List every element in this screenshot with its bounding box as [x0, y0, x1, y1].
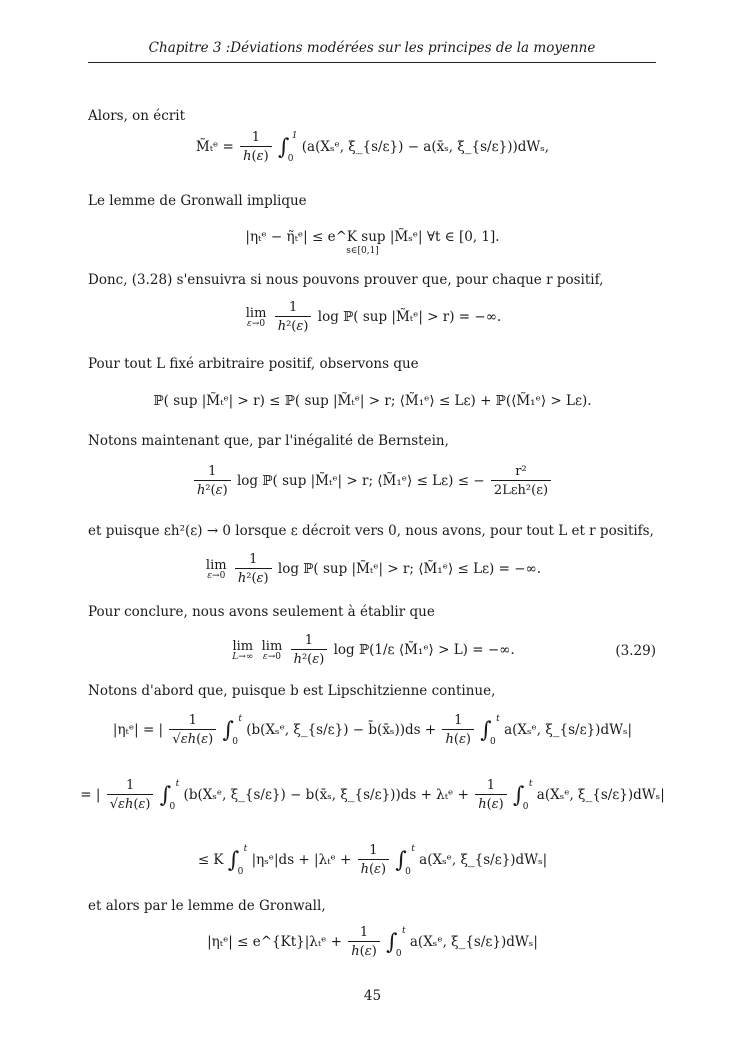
eq9-fraction: $\frac{1}{√\varepsilon h(\varepsilon)}$	[107, 778, 154, 812]
integral-sign: ∫ t 0	[222, 713, 242, 747]
eq5-rhs-fraction: $\frac{\text{r²}}{\text{2Lεh²(ε)}}$	[491, 464, 551, 498]
eq8-fraction-2: $\frac{1}{h(\varepsilon)}$	[442, 713, 474, 747]
eq5-fraction: $\frac{1}{\text{h²(ε)}}$	[194, 464, 231, 498]
header-rule	[88, 62, 656, 63]
equation-6	[0, 552, 745, 586]
eq9-lhs: = |	[80, 787, 101, 803]
eq11-fraction: $\frac{1}{h(\varepsilon)}$	[348, 925, 380, 959]
lim-operator: lim ε→0	[245, 305, 267, 329]
eq9-b: a(Xₛᵉ, ξ_{s/ε})dWₛ|	[536, 787, 665, 803]
paragraph-5: Notons maintenant que, par l'inégalité de Bernstein,	[88, 433, 449, 449]
eq9-fraction-2: $\frac{1}{h(\varepsilon)}$	[475, 778, 507, 812]
eq2-text: |ηₜᵉ − η̃ₜᵉ| ≤ e^K sup |M̃ₛᵉ| ∀t ∈ [0, 1].	[245, 228, 500, 245]
eq8-fraction: $\frac{1}{√\varepsilon h(\varepsilon)}$	[169, 713, 216, 747]
integral-sign: ∫ t 0	[386, 925, 406, 959]
paragraph-1: Alors, on écrit	[88, 108, 186, 124]
lim-operator: lim ε→0	[205, 557, 227, 581]
equation-2	[0, 228, 745, 256]
paragraph-6: et puisque εh²(ε) → 0 lorsque ε décroit vers 0, nous avons, pour tout L et r positifs,	[88, 523, 654, 539]
eq11-lhs: |ηₜᵉ| ≤ e^{Kt}|λₜᵉ +	[207, 934, 342, 950]
integral-sign: ∫ t 0	[227, 843, 248, 877]
eq2-sub: s∈[0,1]	[346, 245, 379, 256]
lim-operator: lim ε→0	[261, 638, 283, 662]
equation-8	[0, 713, 745, 747]
eq4-text: ℙ( sup |M̃ₜᵉ| > r) ≤ ℙ( sup |M̃ₜᵉ| > r; ⟨M̃₁ᵉ⟩ ≤ Lε) + ℙ(⟨M̃₁ᵉ⟩ > Lε).	[153, 392, 592, 409]
eq10-a: |ηₛᵉ|ds + |λₜᵉ +	[251, 852, 352, 868]
eq8-a: (b(Xₛᵉ, ξ_{s/ε}) − b̄(x̄ₛ))ds +	[246, 722, 437, 738]
paragraph-9: et alors par le lemme de Gronwall,	[88, 898, 326, 914]
eq7-text: log ℙ(1/ε ⟨M̃₁ᵉ⟩ > L) = −∞.	[333, 642, 515, 658]
eq11-b: a(Xₛᵉ, ξ_{s/ε})dWₛ|	[409, 934, 538, 950]
eq3-text: log ℙ( sup |M̃ₜᵉ| > r) = −∞.	[317, 309, 502, 325]
eq10-fraction: $\frac{1}{h(\varepsilon)}$	[358, 843, 390, 877]
lim-operator: lim L→∞	[232, 638, 254, 662]
integral-sign: ∫ t 0	[395, 843, 415, 877]
equation-5	[0, 464, 745, 498]
integral-sign: ∫ 1 0	[277, 130, 298, 164]
page-number: 45	[363, 988, 382, 1004]
eq10-lhs: ≤ K	[197, 852, 224, 868]
equation-1	[0, 130, 745, 164]
running-header: Chapitre 3 :Déviations modérées sur les principes de la moyenne	[148, 40, 596, 56]
eq6-fraction: $\frac{1}{\text{h²(ε)}}$	[235, 552, 272, 586]
eq1-fraction: $\frac{1}{h(\varepsilon)}$	[240, 130, 272, 164]
paragraph-4: Pour tout L fixé arbitraire positif, observons que	[88, 356, 419, 372]
paragraph-2: Le lemme de Gronwall implique	[88, 193, 307, 209]
equation-3	[0, 300, 745, 334]
equation-10	[0, 843, 745, 877]
paragraph-7: Pour conclure, nous avons seulement à établir que	[88, 604, 435, 620]
paragraph-8: Notons d'abord que, puisque b est Lipschitzienne continue,	[88, 683, 496, 699]
eq5-text: log ℙ( sup |M̃ₜᵉ| > r; ⟨M̃₁ᵉ⟩ ≤ Lε) ≤ −	[236, 473, 485, 489]
eq6-text: log ℙ( sup |M̃ₜᵉ| > r; ⟨M̃₁ᵉ⟩ ≤ Lε) = −∞.	[277, 561, 542, 577]
equation-number: (3.29)	[615, 643, 656, 659]
eq9-a: (b(Xₛᵉ, ξ_{s/ε}) − b(x̄ₛ, ξ_{s/ε}))ds + λₜᵉ +	[183, 787, 469, 803]
integral-sign: ∫ t 0	[480, 713, 500, 747]
integral-sign: ∫ t 0	[159, 778, 180, 812]
paragraph-3: Donc, (3.28) s'ensuivra si nous pouvons prouver que, pour chaque r positif,	[88, 272, 604, 288]
equation-11	[0, 925, 745, 959]
integral-sign: ∫ t 0	[513, 778, 533, 812]
eq8-lhs: |ηₜᵉ| = |	[112, 722, 164, 738]
equation-4	[0, 392, 745, 409]
eq1-body: (a(Xₛᵉ, ξ_{s/ε}) − a(x̄ₛ, ξ_{s/ε}))dWₛ,	[301, 139, 550, 155]
eq3-fraction: $\frac{1}{\text{h²(ε)}}$	[275, 300, 312, 334]
eq1-lhs: M̃ₜᵉ =	[195, 139, 234, 155]
equation-9	[0, 778, 745, 812]
eq7-fraction: $\frac{1}{\text{h²(ε)}}$	[291, 633, 328, 667]
eq10-b: a(Xₛᵉ, ξ_{s/ε})dWₛ|	[419, 852, 548, 868]
eq8-b: a(Xₛᵉ, ξ_{s/ε})dWₛ|	[504, 722, 633, 738]
